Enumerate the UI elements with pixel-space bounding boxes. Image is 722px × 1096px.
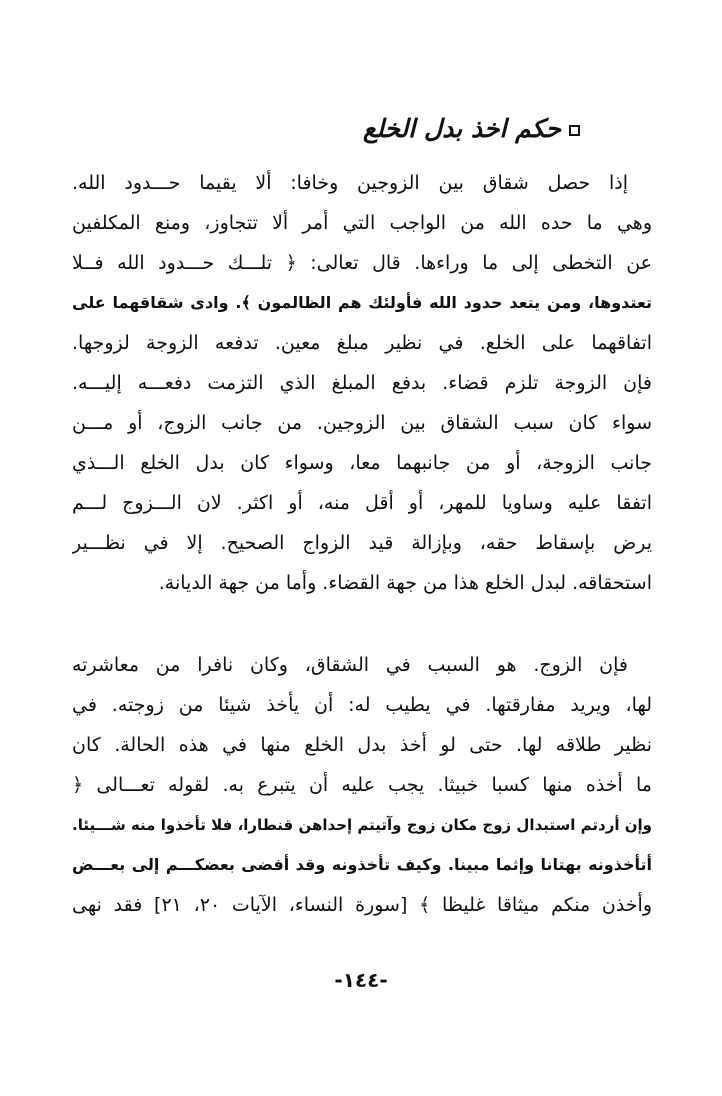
- paragraph-2: [72, 645, 652, 925]
- paragraph-1: [72, 163, 652, 603]
- text-line: نظير طلاقه لها. حتى لو أخذ بدل الخلع منها في هذه الحالة. كان: [72, 734, 652, 756]
- page-number: -١٤٤-: [334, 968, 388, 992]
- text-line: تعتدوها، ومن يتعد حدود الله فأولئك هم الظالمون ﴾. وادى شقاقهما على: [72, 293, 652, 312]
- text-line: يرض بإسقاط حقه، وبإزالة قيد الزواج الصحيح. إلا في نظـــير: [72, 532, 652, 554]
- text-line: وأخذن منكم ميثاقا غليظا ﴾ [سورة النساء، الآيات ٢٠، ٢١] فقد نهى: [72, 894, 652, 916]
- text-line: اتفقا عليه وساويا للمهر، أو أقل منه، أو اكثر. لان الـــزوج لـــم: [72, 492, 652, 514]
- text-line: لها، ويريد مفارقتها. في يطيب له: أن يأخذ شيئا من زوجته. في: [72, 694, 652, 716]
- text-line: سواء كان سبب الشقاق بين الزوجين. من جانب الزوج، أو مـــن: [72, 412, 652, 434]
- text-line: أتأخذونه بهتانا وإثما مبينا. وكيف تأخذونه وقد أفضى بعضكـــم إلى بعـــض: [72, 855, 652, 874]
- text-line: فإن الزوج. هو السبب في الشقاق، وكان نافرا من معاشرته: [72, 654, 628, 676]
- text-line: وإن أردتم استبدال زوج مكان زوج وآتيتم إحداهن قنطارا، فلا تأخذوا منه شـــيئا.: [72, 816, 652, 834]
- text-line: فإن الزوجة تلزم قضاء. بدفع المبلغ الذي التزمت دفعـــه إليـــه.: [72, 372, 652, 394]
- text-line: إذا حصل شقاق بين الزوجين وخافا: ألا يقيما حـــدود الله.: [72, 172, 628, 194]
- text-line: عن التخطى إلى ما وراءها. قال تعالى: ﴿ تلـــك حـــدود الله فــلا: [72, 252, 652, 274]
- section-title: حكم اخذ بدل الخلع: [362, 113, 561, 143]
- text-line: ما أخذه منها كسبا خبيثا. يجب عليه أن يتبرع به. لقوله تعـــالى ﴿: [72, 774, 652, 796]
- text-line: وهي ما حده الله من الواجب التي أمر ألا تتجاوز، ومنع المكلفين: [72, 212, 652, 234]
- text-line: جانب الزوجة، أو من جانبهما معا، وسواء كان بدل الخلع الـــذي: [72, 452, 652, 474]
- text-line: استحقاقه. لبدل الخلع هذا من جهة القضاء. وأما من جهة الديانة.: [158, 572, 652, 594]
- text-line: اتفاقهما على الخلع. في نظير مبلغ معين. تدفعه الزوجة لزوجها.: [72, 332, 652, 354]
- section-heading: [363, 108, 580, 148]
- square-bullet-icon: [569, 125, 580, 136]
